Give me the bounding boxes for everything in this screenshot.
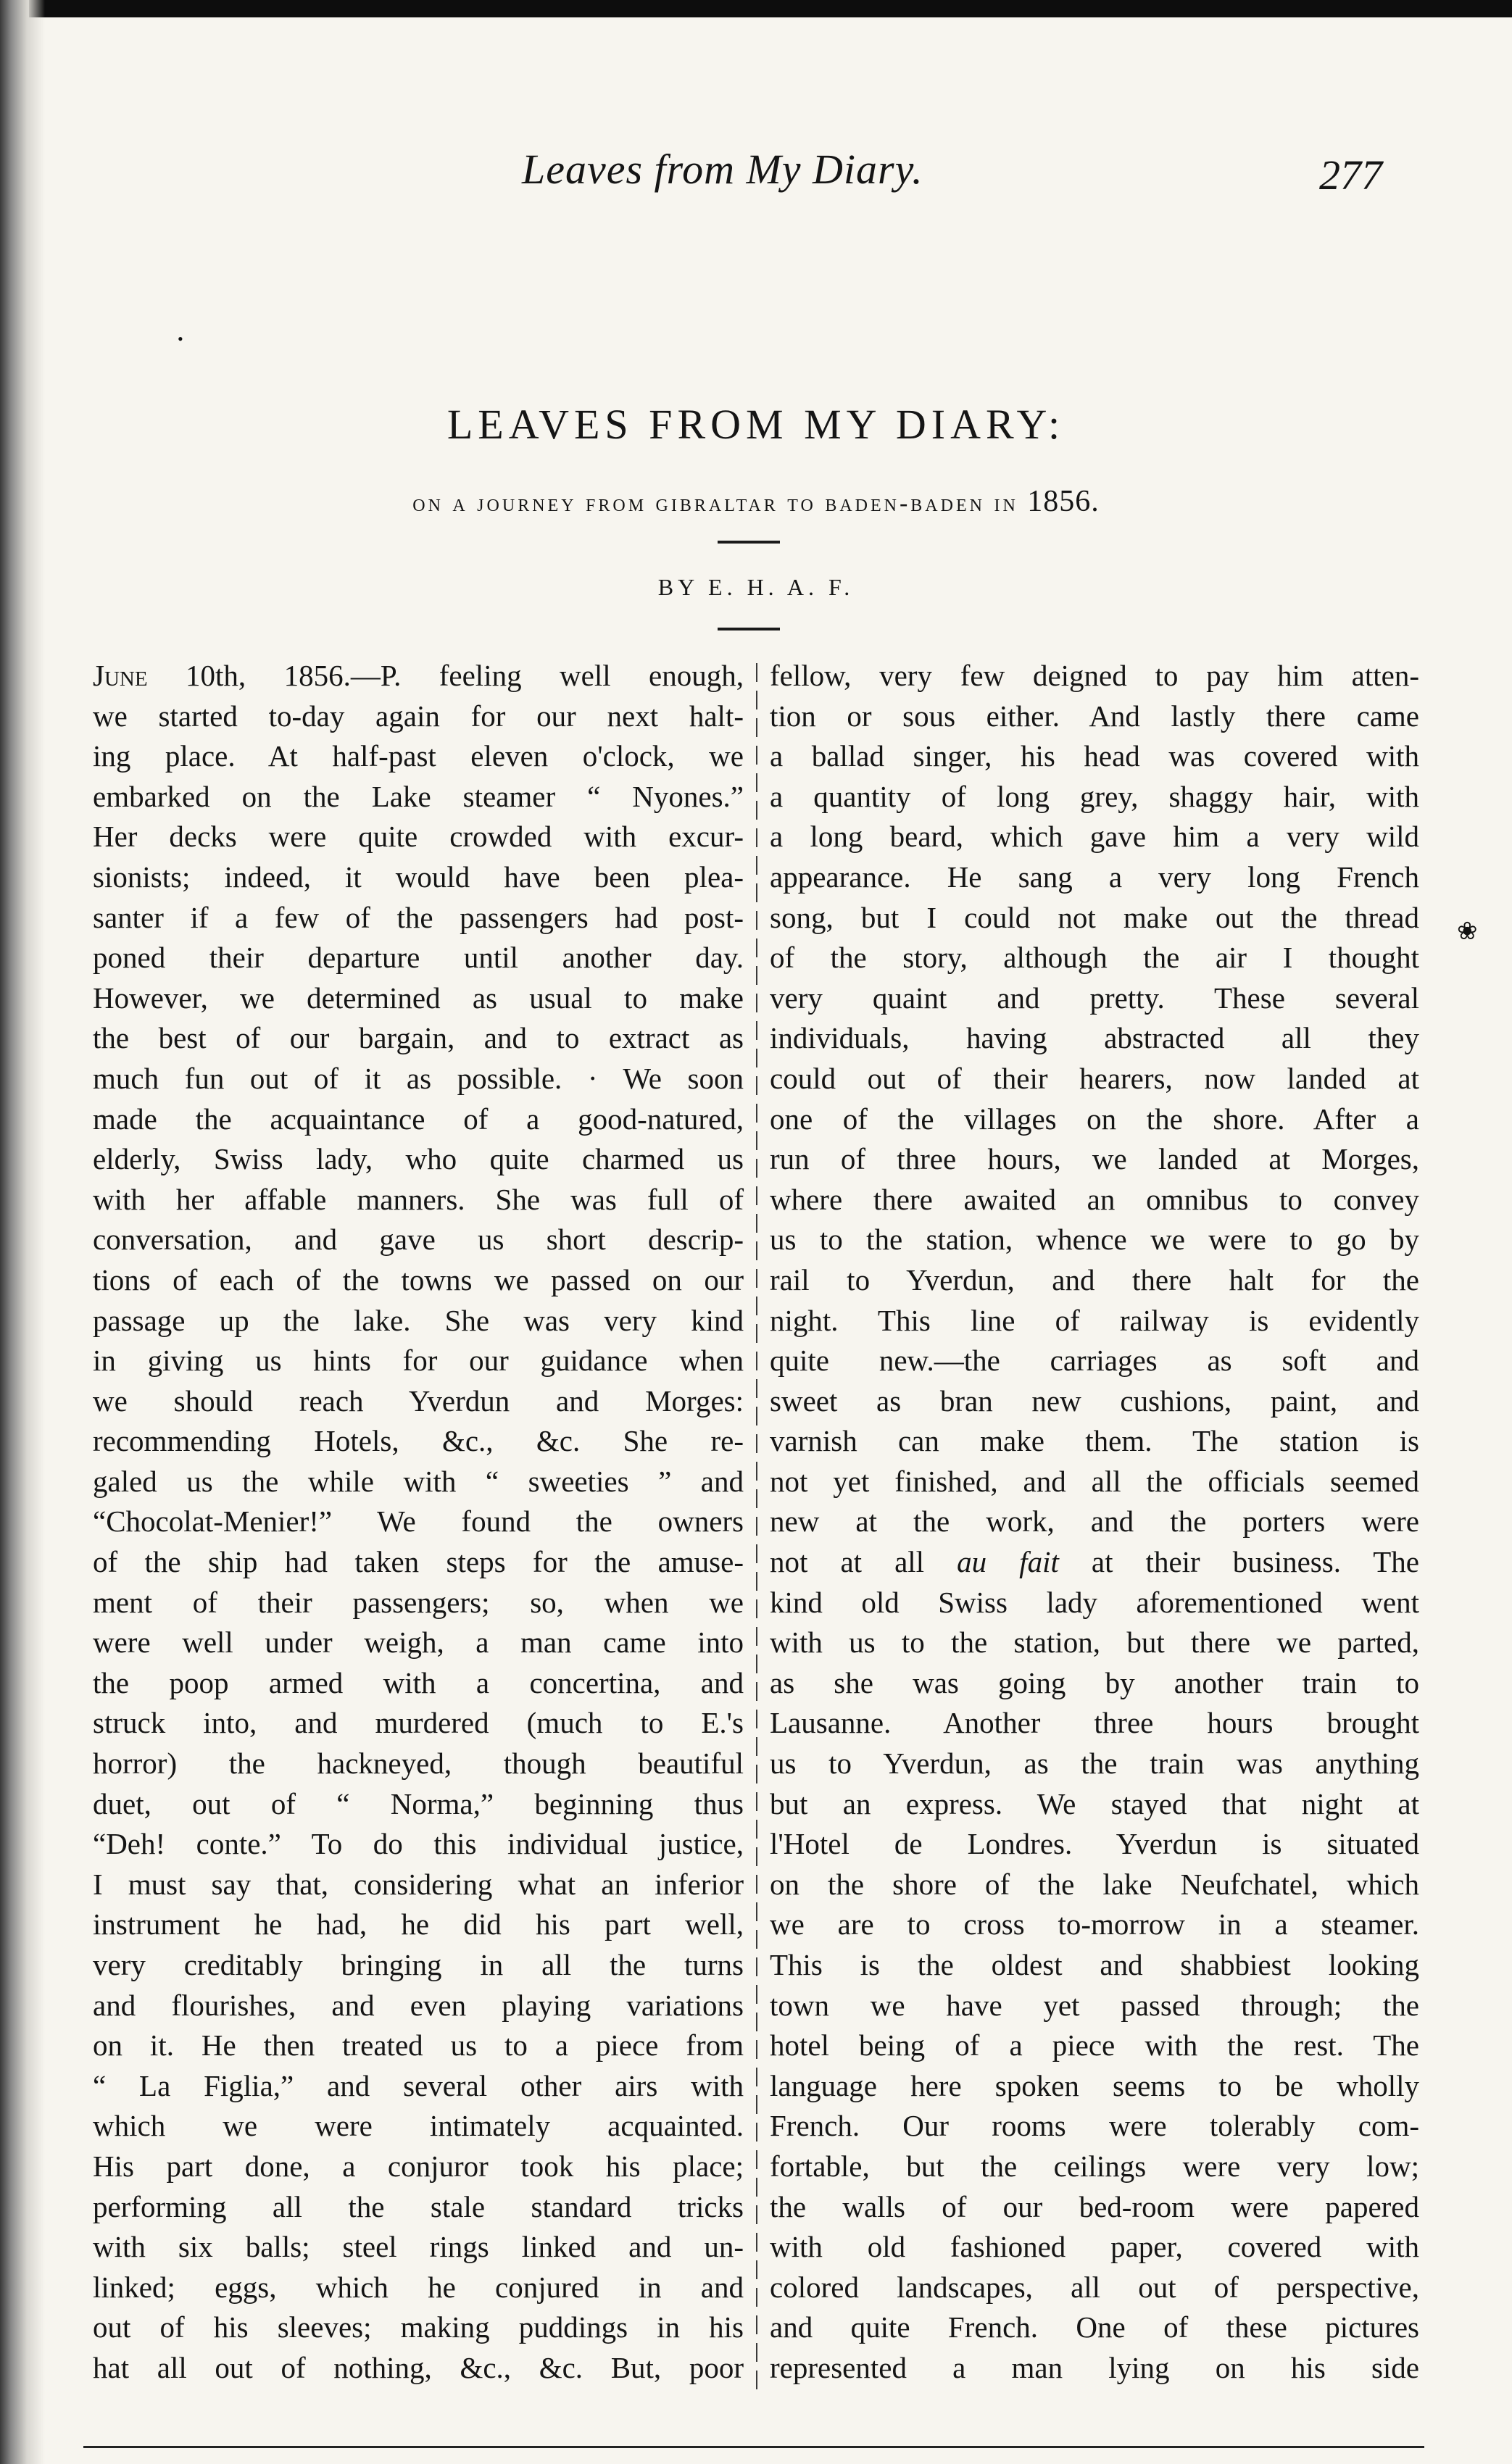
text-line: new at the work, and the porters were: [770, 1504, 1419, 1539]
text-line: French. Our rooms were tolerably com-: [770, 2109, 1419, 2143]
text-line: a long beard, which gave him a very wild: [770, 820, 1419, 854]
text-line: This is the oldest and shabbiest looking: [770, 1948, 1419, 1981]
text-line: colored landscapes, all out of perspective,: [770, 2270, 1419, 2304]
column-divider: [756, 663, 757, 2392]
text-line: santer if a few of the passengers had post-: [93, 900, 744, 934]
running-head: Leaves from My Diary.: [522, 146, 923, 193]
text-line: we started to-day again for our next halt-: [93, 699, 744, 733]
small-caps-lead: June: [93, 659, 148, 692]
text-line: Lausanne. Another three hours brought: [770, 1706, 1419, 1740]
text-line: However, we determined as usual to make: [93, 981, 744, 1015]
text-line: duet, out of “ Norma,” beginning thus: [93, 1786, 744, 1820]
text-line: as she was going by another train to: [770, 1665, 1419, 1699]
text-line: made the acquaintance of a good-natured,: [93, 1102, 744, 1136]
text-line: not at all au fait at their business. The: [770, 1545, 1419, 1579]
text-line: on the shore of the lake Neufchatel, which: [770, 1867, 1419, 1901]
article-subtitle: [0, 484, 1512, 519]
text-line: of the ship had taken steps for the amuse-: [93, 1545, 744, 1579]
byline-divider-rule: [718, 628, 780, 630]
text-line: language here spoken seems to be wholly: [770, 2068, 1419, 2102]
text-line: run of three hours, we landed at Morges,: [770, 1142, 1419, 1176]
page-number: 277: [1319, 151, 1382, 199]
page-bottom-rule: [83, 2446, 1424, 2448]
text-line: individuals, having abstracted all they: [770, 1021, 1419, 1055]
text-line: linked; eggs, which he conjured in and: [93, 2270, 744, 2304]
text-line: a quantity of long grey, shaggy hair, with: [770, 779, 1419, 813]
text-line: performing all the stale standard tricks: [93, 2189, 744, 2223]
text-line: Her decks were quite crowded with excur-: [93, 820, 744, 854]
text-line: and quite French. One of these pictures: [770, 2310, 1419, 2344]
text-line: much fun out of it as possible. · We soon: [93, 1061, 744, 1095]
text-line: galed us the while with “ sweeties ” and: [93, 1464, 744, 1498]
text-line: quite new.—the carriages as soft and: [770, 1344, 1419, 1378]
text-line: we should reach Yverdun and Morges:: [93, 1383, 744, 1418]
text-line: “Chocolat-Menier!” We found the owners: [93, 1504, 744, 1539]
text-line: but an express. We stayed that night at: [770, 1786, 1419, 1820]
text-line: His part done, a conjuror took his place;: [93, 2149, 744, 2183]
text-line: and flourishes, and even playing variations: [93, 1988, 744, 2022]
text-line: where there awaited an omnibus to convey: [770, 1182, 1419, 1216]
text-line: very creditably bringing in all the turns: [93, 1948, 744, 1981]
text-line: one of the villages on the shore. After a: [770, 1102, 1419, 1136]
text-line: could out of their hearers, now landed at: [770, 1061, 1419, 1095]
text-line: passage up the lake. She was very kind: [93, 1303, 744, 1337]
stray-ink-mark: •: [178, 330, 183, 348]
text-line: sweet as bran new cushions, paint, and: [770, 1383, 1419, 1418]
text-line: with us to the station, but there we parted,: [770, 1626, 1419, 1660]
left-text-column: [93, 656, 744, 2389]
text-line: represented a man lying on his side: [770, 2350, 1419, 2384]
byline: BY E. H. A. F.: [657, 574, 855, 600]
text-line: us to the station, whence we were to go by: [770, 1223, 1419, 1257]
text-line: poned their departure until another day.: [93, 941, 744, 975]
text-line: “ La Figlia,” and several other airs with: [93, 2068, 744, 2102]
text-line: with her affable manners. She was full of: [93, 1182, 744, 1216]
text-line: very quaint and pretty. These several: [770, 981, 1419, 1015]
text-line: I must say that, considering what an inferior: [93, 1867, 744, 1901]
text-line: out of his sleeves; making puddings in his: [93, 2310, 744, 2344]
italic-phrase: au fait: [957, 1545, 1059, 1579]
text-line: which we were intimately acquainted.: [93, 2109, 744, 2143]
text-line: elderly, Swiss lady, who quite charmed us: [93, 1142, 744, 1176]
text-line: fellow, very few deigned to pay him atten-: [770, 659, 1419, 692]
text-line: tions of each of the towns we passed on our: [93, 1262, 744, 1296]
text-line: we are to cross to-morrow in a steamer.: [770, 1907, 1419, 1941]
text-line: rail to Yverdun, and there halt for the: [770, 1262, 1419, 1296]
text-line: with old fashioned paper, covered with: [770, 2230, 1419, 2264]
text-line: with six balls; steel rings linked and un-: [93, 2230, 744, 2264]
text-line: a ballad singer, his head was covered with: [770, 739, 1419, 773]
text-line: kind old Swiss lady aforementioned went: [770, 1585, 1419, 1619]
page-top-border: [29, 0, 1512, 17]
text-line: sionists; indeed, it would have been plea-: [93, 860, 744, 894]
text-line: hat all out of nothing, &c., &c. But, poor: [93, 2350, 744, 2384]
text-line: hotel being of a piece with the rest. The: [770, 2028, 1419, 2063]
text-line: struck into, and murdered (much to E.'s: [93, 1706, 744, 1740]
text-line: in giving us hints for our guidance when: [93, 1344, 744, 1378]
text-line: “Deh! conte.” To do this individual justice,: [93, 1827, 744, 1861]
text-line: appearance. He sang a very long French: [770, 860, 1419, 894]
text-line: ing place. At half-past eleven o'clock, we: [93, 739, 744, 773]
subtitle-text: on a journey from gibraltar to baden-baden in: [412, 490, 1018, 517]
text-line: fortable, but the ceilings were very low;: [770, 2149, 1419, 2183]
margin-ink-mark: ❀: [1457, 918, 1478, 945]
article-title: LEAVES FROM MY DIARY:: [446, 401, 1066, 448]
text-line: the poop armed with a concertina, and: [93, 1665, 744, 1699]
text-line: ment of their passengers; so, when we: [93, 1585, 744, 1619]
text-line: night. This line of railway is evidently: [770, 1303, 1419, 1337]
text-line: recommending Hotels, &c., &c. She re-: [93, 1424, 744, 1458]
text-line: tion or sous either. And lastly there came: [770, 699, 1419, 733]
title-divider-rule: [718, 541, 780, 544]
right-text-column: [770, 656, 1419, 2389]
text-line: embarked on the Lake steamer “ Nyones.”: [93, 779, 744, 813]
text-line: June 10th, 1856.—P. feeling well enough,: [93, 659, 744, 692]
text-line: us to Yverdun, as the train was anything: [770, 1747, 1419, 1781]
text-line: on it. He then treated us to a piece from: [93, 2028, 744, 2063]
text-line: instrument he had, he did his part well,: [93, 1907, 744, 1941]
text-line: were well under weigh, a man came into: [93, 1626, 744, 1660]
text-line: varnish can make them. The station is: [770, 1424, 1419, 1458]
text-line: the best of our bargain, and to extract as: [93, 1021, 744, 1055]
text-line: town we have yet passed through; the: [770, 1988, 1419, 2022]
text-line: song, but I could not make out the thread: [770, 900, 1419, 934]
text-line: l'Hotel de Londres. Yverdun is situated: [770, 1827, 1419, 1861]
text-line: horror) the hackneyed, though beautiful: [93, 1747, 744, 1781]
page-binding-edge: [0, 0, 45, 2464]
subtitle-year: 1856.: [1027, 485, 1100, 518]
text-line: the walls of our bed-room were papered: [770, 2189, 1419, 2223]
text-line: not yet finished, and all the officials seemed: [770, 1464, 1419, 1498]
text-line: conversation, and gave us short descrip-: [93, 1223, 744, 1257]
text-line: of the story, although the air I thought: [770, 941, 1419, 975]
